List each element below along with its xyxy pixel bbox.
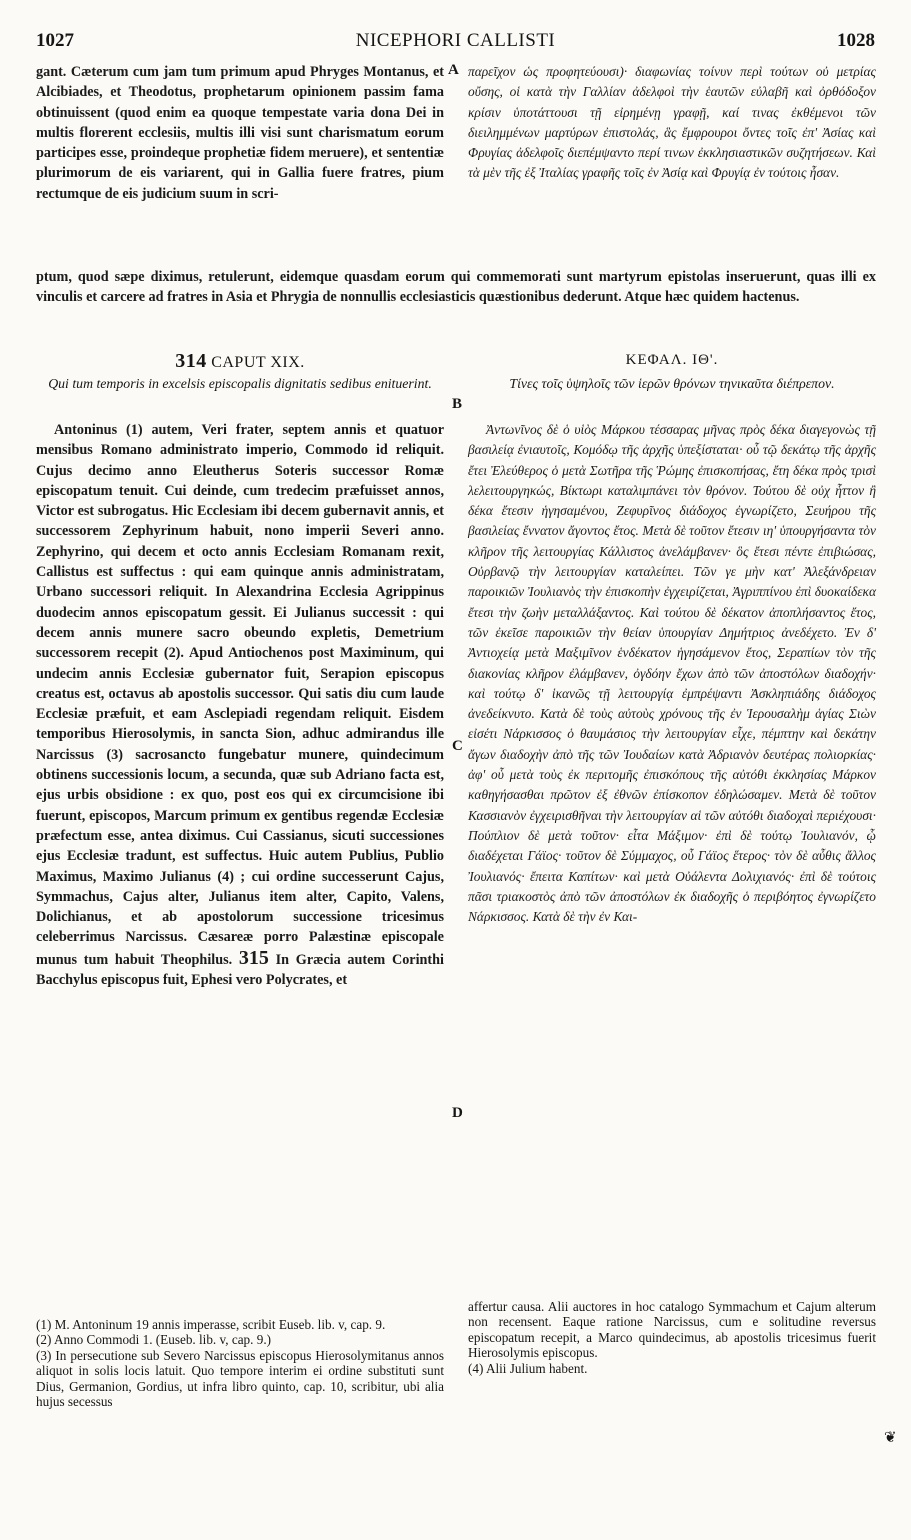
chapter-number: 314	[175, 350, 207, 372]
footnote-2: (2) Anno Commodi 1. (Euseb. lib. v, cap. 9.)	[36, 1332, 272, 1348]
footnote-1: (1) M. Antoninum 19 annis imperasse, scribit Euseb. lib. v, cap. 9.	[36, 1317, 386, 1332]
column-number-315: 315	[238, 946, 269, 969]
margin-letter-b: B	[452, 396, 463, 412]
footnote-4: (4) Alii Julium habent.	[468, 1360, 588, 1376]
page-header	[36, 30, 875, 60]
footnote-3-continued: affertur causa. Alii auctores in hoc catalogo Symmachum et Cajum alterum non recensent. Eaque ratione Narcissus, cum e solitudine reversus episcopatum recepit, a Marco quindecimus, ab apostolis tricesimus fuerit Hierosolymis episcopus.	[468, 1299, 876, 1361]
margin-letter-a: A	[448, 62, 459, 78]
chapter-subtitle-greek: Τίνες τοῖς ὑψηλοῖς τῶν ἱερῶν θρόνων τηνικαῦτα διέπρεπον.	[509, 376, 835, 391]
chapter-heading-greek: ΚΕΦΑΛ. ΙΘ'.	[625, 352, 719, 368]
margin-letter-c: C	[452, 738, 463, 754]
chapter-title-latin: CAPUT XIX.	[211, 354, 305, 371]
latin-continuation-paragraph: ptum, quod sæpe diximus, retulerunt, eidemque quasdam eorum qui commemorati sunt martyrum epistolas inseruerunt, quas illi ex vinculis et carcere ad fratres in Asia et Phrygia de nonnullis ecclesiasticis quæstionibus dederunt. Atque hæc quidem hactenus.	[36, 269, 876, 306]
latin-continuation	[36, 267, 876, 308]
greek-body-column	[468, 420, 876, 927]
greek-top-paragraph: παρεῖχον ὡς προφητεύουσι)· διαφωνίας τοίνυν περὶ τούτων οὐ μετρίας οὔσης, οἱ κατὰ τὴν Γαλλίαν ἀδελφοὶ τὴν ἑαυτῶν εὐλαβῆ καὶ ὀρθόδοξον κρίσιν ὑποτάττουσι τῇ εἰρημένῃ γραφῇ, καί τινας ἐκθέμενοι τῶν διειλημμένων μαρτύρων ἐπιστολάς, ἃς ἔμφρουροι ὄντες τοῖς ἐπ' Ἀσίας καὶ Φρυγίας ἀδελφοῖς διεπέμψαντο περί τινων ἐκκλησιαστικῶν συζητήσεων. Καὶ τὰ μὲν τῆς ἐξ Ἰταλίας γραφῆς τοῖς ἐν Ἀσίᾳ καὶ Φρυγίᾳ ἐν τούτοις ἦσαν.	[468, 64, 876, 181]
latin-column-top	[36, 62, 444, 204]
latin-body-column	[36, 420, 444, 990]
greek-body-text: Ἀντωνῖνος δὲ ὁ υἱὸς Μάρκου τέσσαρας μῆνας πρὸς δέκα διαγεγονὼς τῇ βασιλείᾳ ἐνιαυτοῖς, Κομόδῳ τῆς ἀρχῆς ὑπεξίσταται· οὗ τῷ δεκάτῳ τῆς ἀρχῆς ἔτει Ἐλεύθερος ὁ μετὰ Σωτῆρα τῆς Ῥώμης ἐπισκοπήσας, ἔτη δέκα πρὸς τρισὶ λελειτουργηκώς, Βίκτωρι καταλιμπάνει τὸν θρόνον. Τούτου δὲ οὐχ ἧττον ἢ δέκα ἔτεσιν ἡγησαμένου, Ζεφυρῖνος διάδοχος ἐγνωρίζετο, Σευήρου τῆς βασιλείας ἔννατον ἄγοντος ἔτος. Μετὰ δὲ τοῦτον ἔτεσιν ιη' ὑπουργήσαντα τὸν κλῆρον τῆς λειτουργίας Κάλλιστος ἀνελάμβανεν· ὃς ἔτεσι πέντε ἐπιβιώσας, Οὐρβανῷ τὴν λειτουργίαν καταλείπει. Τῶν γε μὴν κατ' Ἀλεξάνδρειαν παροικιῶν Ἰουλιανὸς τὴν ἐπισκοπὴν ἐγχειρίζεται, Ἀγριππίνου ἐπὶ δυοκαίδεκα ἔτεσι τὴν ζωὴν μεταλλάξαντος. Καὶ τούτου δὲ δέκατον ἀποπλήσαντος ἔτος, τῶν ἐκεῖσε παροικιῶν τὴν θείαν ὑπουργίαν Δημήτριος ἀνεδέχετο. Ἐν δ' Ἀντιοχείᾳ μετὰ Μαξιμῖνον ἑνδέκατον ἡγησάμενον ἔτος, Σεραπίων τὸν τῆς διακονίας κλῆρον ἐλάμβανεν, ὀγδόην ἔχων ἀπὸ τῶν ἀποστόλων διαδοχήν· καὶ τούτῳ δ' ἱκανῶς τῇ λειτουργίᾳ ἐμπρέψαντι Ἀσκληπιάδης διάδοχος ἀνεδείκνυτο. Κατὰ δὲ τοὺς αὐτοὺς χρόνους τῆς ἐν Ἱερουσαλὴμ ἁγίας Σιὼν εἰσέτι Νάρκισσος ὁ θαυμάσιος τὴν λειτουργίαν εἶχε, πέμπτην καὶ δεκάτην ἄγων διαδοχὴν ἀπὸ τῆς τῶν Ἰουδαίων κατὰ Ἀδριανὸν δευτέρας πολιορκίας· ἀφ' οὗ μετὰ τοὺς ἐκ περιτομῆς ἐπισκόπους τῆς αὐτόθι ἐκκλησίας Μάρκον καθηγήσασθαι πρῶτον ἐξ ἐθνῶν ἐπίσκοπον ἐδηλώσαμεν. Μετὰ δὲ τοῦτον Κασσιανὸν ἐγχειρισθῆναι τὴν λειτουργίαν αἱ τῶν αὐτόθι διαδοχαὶ περιέχουσι· Πούπλιον δὲ μετὰ τοῦτον· εἶτα Μάξιμον· ἐπὶ δὲ τούτῳ Ἰουλιανόν, ᾧ διαδέχεται Γάϊος· τοῦτον δὲ Σύμμαχος, οὗ Γάϊος ἕτερος· τὸν δὲ αὖθις ἄλλος Ἰουλιανός· ἔπειτα Καπίτων· καὶ μετὰ Οὐάλεντα Δολιχιανός· ἐπὶ δὲ τούτοις πᾶσι τριακοστὸς ἀπὸ τῶν ἀποστόλων ἐκ διαδοχῆς ὁ περιβόητος ἐγνωρίζετο Νάρκισσος. Κατὰ δὲ τὴν ἐν Και-	[468, 422, 876, 925]
footnotes-right	[468, 1299, 876, 1376]
latin-body-text-end: In Græcia autem Corinthi Bacchylus episcopus fuit, Ephesi vero Polycrates, et	[36, 951, 444, 989]
footnotes-left	[36, 1317, 444, 1409]
chapter-subtitle-latin: Qui tum temporis in excelsis episcopalis dignitatis sedibus enituerint.	[48, 376, 432, 391]
page-number-left: 1027	[36, 30, 74, 51]
footnote-3: (3) In persecutione sub Severo Narcissus episcopus Hierosolymitanus annos aliquot in solis locis latuit. Quo tempore interim ei ordine substituti sunt Dius, Germanion, Gordius, ut infra libro quinto, cap. 10, scribitur, ubi alia hujus secessus	[36, 1347, 444, 1410]
chapter-heading-latin	[36, 350, 444, 373]
margin-letter-d: D	[452, 1105, 463, 1121]
latin-top-paragraph: gant. Cæterum cum jam tum primum apud Phryges Montanus, et Alcibiades, et Theodotus, prophetarum opinionem passim fama obtinuissent (quod enim ea quoque tempestate varia dona Dei in multis florerent ecclesiis, multis illi visi sunt charismatum eorum participes esse, proindeque prophetiæ fidem meruere), et sententiæ plurimorum de eis variarent, qui in Gallia fuere fratres, pium rectumque de eis judicium suum in scri-	[36, 64, 444, 202]
ornament-icon: ❦	[884, 1430, 897, 1446]
running-title: NICEPHORI CALLISTI	[355, 30, 556, 51]
greek-column-top	[468, 62, 876, 184]
latin-body-text: Antoninus (1) autem, Veri frater, septem annis et quatuor mensibus Romano administrato imperio, Commodo id reliquit. Cujus decimo anno Eleutherus Soteris successor Romæ episcopatum tenuit. Cui deinde, cum tredecim præfuisset annos, Victor est subrogatus. Hic Ecclesiam ibi decem gubernavit annis, et successorem Zephyrinum habuit, nono imperii Severi anno. Zephyrino, qui decem et octo annis Ecclesiam Romanam rexit, Callistus est suffectus : qui eam quinque annis administratam, Urbano successori reliquit. In Alexandrina Ecclesia Agrippinus duodecim annos episcopatum gessit. Ei Julianus successit : qui decem annis munere sacro obeundo expletis, Demetrium successorem recepit (2). Apud Antiochenos post Maximinum, qui undecim annis Ecclesiæ gubernator fuit, Serapion episcopus creatus est, octavus ab apostolis successor. Qui satis diu cum laude Ecclesiæ præfuit, et eam Asclepiadi regendam reliquit. Eisdem temporibus Hierosolymis, in sancta Sion, adhuc admirandus ille Narcissus (3) sacrosancto fungebatur munere, quindecimum obtinens successionis locum, a secunda, quæ sub Adriano facta est, ejus urbis obsidione : ex quo, post eos qui ex circumcisione ibi fuerunt, episcopos, Marcum primum ex gentibus regendæ Ecclesiæ præfectum esse, antea diximus. Cui Cassianus, sicuti successiones ejus Ecclesiæ tradunt, est suffectus. Huic autem Publius, Publio Maximus, Maximo Julianus (4) ; cui ordine successerunt Cajus, Symmachus, Cajus alter, Julianus item alter, Capito, Valens, Dolichianus, et ab apostolorum successione tricesimus celeberrimus Narcissus. Cæsareæ porro Palæstinæ episcopale munus tum habuit Theophilus.	[36, 422, 444, 968]
page-number-right: 1028	[837, 30, 875, 51]
